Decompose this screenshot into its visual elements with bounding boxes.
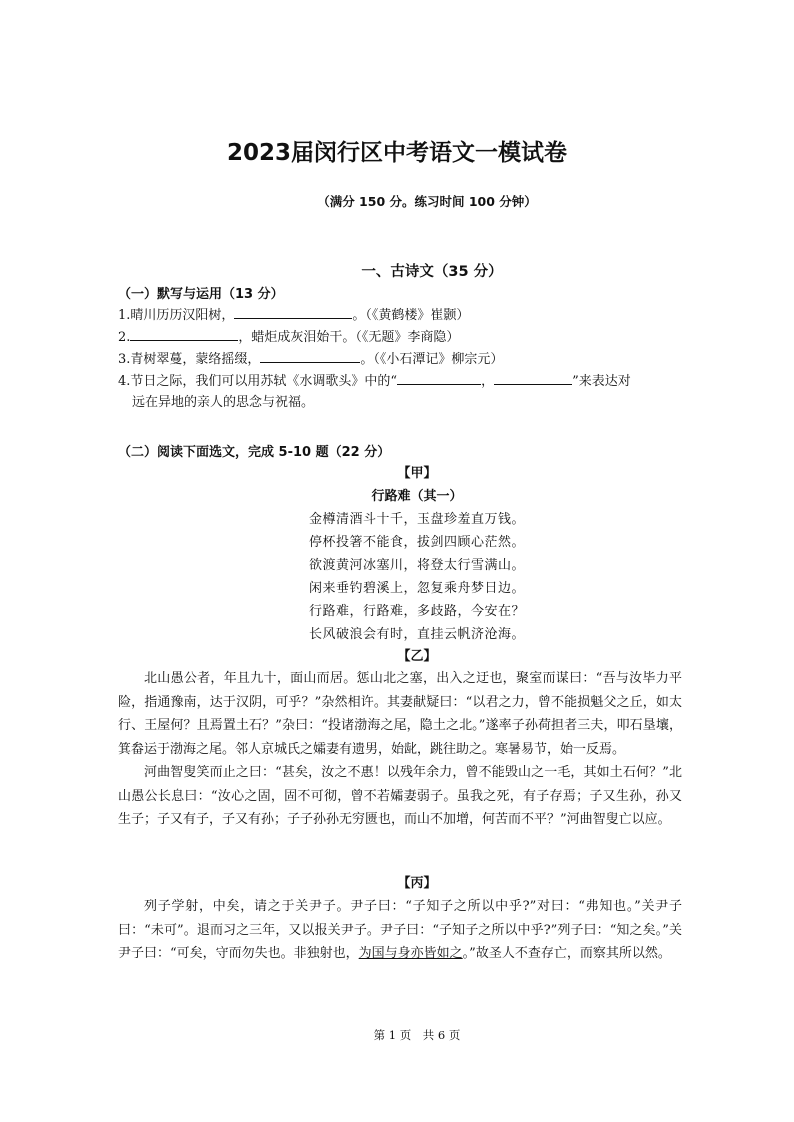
section-title: 一、古诗文（35 分） <box>361 264 503 280</box>
q1-text-pre: 1.晴川历历汉阳树， <box>118 308 235 323</box>
question-1 <box>118 304 469 327</box>
q4-text-mid: ， <box>481 374 495 389</box>
passage-yi-para-2: 河曲智叟笑而止之曰：“甚矣，汝之不惠！以残年余力，曾不能毁山之一毛，其如土石何？”北山愚公长息曰：“汝心之固，固不可彻，曾不若孀妻弱子。虽我之死，有子存焉；子又生孙，孙又生子；子又有子，子又有孙；子子孙孙无穷匮也，而山不加增，何苦而不平？”河曲智叟亡以应。 <box>118 765 682 827</box>
exam-title: 2023届闵行区中考语文一模试卷 <box>226 140 567 166</box>
q2-text-pre: 2. <box>118 330 131 345</box>
underlined-sentence: 为国与身亦皆如之 <box>358 946 463 961</box>
q1-text-post: 。（《黄鹤楼》崔颢） <box>352 308 470 323</box>
part1-heading: （一）默写与运用（13 分） <box>118 287 284 302</box>
q1-blank[interactable] <box>234 304 352 319</box>
q3-text-post: 。（《小石潭记》柳宗元） <box>360 352 504 367</box>
passage-bing <box>118 895 682 966</box>
poem-line: 行路难，行路难，多歧路，今安在？ <box>308 604 525 619</box>
part2-heading: （二）阅读下面选文，完成 5-10 题（22 分） <box>118 445 391 460</box>
q4-blank-1[interactable] <box>397 370 481 385</box>
q4-text-post: ”来表达对 <box>572 374 631 389</box>
label-jia: 【甲】 <box>397 466 437 481</box>
passage-bing-text-b: 。”故圣人不查存亡，而察其所以然。 <box>462 946 671 961</box>
label-yi: 【乙】 <box>397 649 437 664</box>
q2-text-post: ，蜡炬成灰泪始干。（《无题》李商隐） <box>238 330 460 345</box>
question-3 <box>118 348 503 371</box>
passage-yi <box>118 667 682 832</box>
passage-yi-para-1: 北山愚公者，年且九十，面山而居。惩山北之塞，出入之迂也，聚室而谋曰：“吾与汝毕力平险，指通豫南，达于汉阴，可乎？”杂然相许。其妻献疑曰：“以君之力，曾不能损魁父之丘，如太行、王屋何？且焉置土石？”杂曰：“投诸渤海之尾，隐土之北。”遂率子孙荷担者三夫，叩石垦壤，箕畚运于渤海之尾。邻人京城氏之孀妻有遗男，始龀，跳往助之。寒暑易节，始一反焉。 <box>118 671 682 757</box>
question-4-line2: 远在异地的亲人的思念与祝福。 <box>132 395 315 410</box>
q4-text-pre: 4.节日之际，我们可以用苏轼《水调歌头》中的“ <box>118 374 398 389</box>
q4-blank-2[interactable] <box>494 370 572 385</box>
poem-line: 停杯投箸不能食，拔剑四顾心茫然。 <box>308 535 525 550</box>
passage-bing-para-1 <box>118 895 682 966</box>
poem-title: 行路难（其一） <box>371 489 463 504</box>
q2-blank[interactable] <box>130 326 238 341</box>
poem-line: 长风破浪会有时，直挂云帆济沧海。 <box>308 627 525 642</box>
q3-blank[interactable] <box>260 348 360 363</box>
page-footer: 第 1 页 共 6 页 <box>373 1028 461 1042</box>
label-bing: 【丙】 <box>397 876 437 891</box>
q3-text-pre: 3.青树翠蔓，蒙络摇缀， <box>118 352 261 367</box>
poem-line: 闲来垂钓碧溪上，忽复乘舟梦日边。 <box>308 581 525 596</box>
passage-bing-text-a: 列子学射，中矣，请之于关尹子。尹子曰：“子知子之所以中乎?”对曰：“弗知也。”关尹子曰：“未可”。退而习之三年，又以报关尹子。尹子曰：“子知子之所以中乎?”列子曰：“知之矣。”关尹子曰：“可矣，守而勿失也。非独射也， <box>118 899 682 961</box>
question-4 <box>118 370 631 393</box>
question-2 <box>118 326 459 349</box>
exam-subtitle: （满分 150 分。练习时间 100 分钟） <box>317 194 537 209</box>
poem-line: 金樽清酒斗十千，玉盘珍羞直万钱。 <box>308 512 525 527</box>
poem-line: 欲渡黄河冰塞川，将登太行雪满山。 <box>308 558 525 573</box>
